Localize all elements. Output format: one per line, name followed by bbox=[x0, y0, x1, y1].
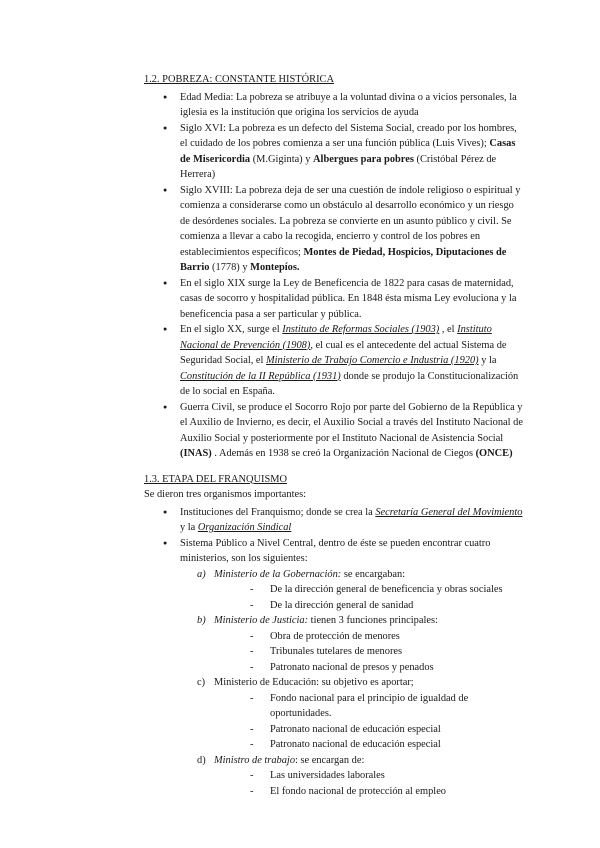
list-marker: b) bbox=[197, 615, 206, 626]
sub-item: - De la dirección general de beneficencia y obras sociales bbox=[270, 582, 526, 598]
ministry-item bbox=[197, 675, 526, 753]
list-marker: c) bbox=[197, 677, 206, 688]
item-text: Siglo XVI: La pobreza es un defecto del Sistema Social, creado por los hombres, el cuidado de los pobres comienza a ser una función pública (Luis Vives); bbox=[180, 122, 517, 149]
ministry-list bbox=[180, 567, 526, 800]
sub-item: - El fondo nacional de protección al empleo bbox=[270, 784, 526, 800]
sub-item: - Obra de protección de menores bbox=[270, 629, 526, 645]
item-text: En el siglo XX, surge el bbox=[180, 324, 283, 335]
list-item bbox=[180, 90, 526, 121]
bold-term: Albergues para pobres bbox=[313, 153, 414, 165]
sub-item: - De la dirección general de sanidad bbox=[270, 598, 526, 614]
sub-list bbox=[214, 691, 526, 753]
list-marker: d) bbox=[197, 754, 206, 766]
item-text: , el cual es el antecedente del actual Sistema de Seguridad Social, el bbox=[180, 339, 507, 366]
section-heading-franquismo: 1.3. ETAPA DEL FRANQUISMO bbox=[144, 473, 288, 485]
sub-list bbox=[214, 629, 526, 676]
sub-list bbox=[214, 582, 526, 613]
item-text: Edad Media: La pobreza se atribuye a la voluntad divina o a vicios personales, la iglesia es la institución que origina los servicios de ayuda bbox=[180, 91, 517, 118]
item-text: Instituciones del Franquismo; donde se crea la bbox=[180, 506, 376, 518]
section-heading-pobreza: 1.2. POBREZA: CONSTANTE HISTÓRICA bbox=[144, 74, 334, 85]
item-text: (M.Giginta) y bbox=[250, 153, 314, 165]
sub-item: - Tribunales tutelares de menores bbox=[270, 644, 526, 660]
ministry-desc: tienen 3 funciones principales: bbox=[308, 615, 438, 626]
sub-item: - Patronato nacional de presos y penados bbox=[270, 660, 526, 676]
item-text: Sistema Público a Nivel Central, dentro de éste se pueden encontrar cuatro ministerios, son los siguientes: bbox=[180, 537, 491, 564]
item-text: Siglo XVIII: La pobreza deja de ser una cuestión de índole religioso o espiritual y comienza a considerarse como un obstáculo al desarrollo económico y un riesgo de desórdenes sociales. La pobreza se convierte en un asunto público y civil. Se comienza a llevar a cabo la recogida, encierro y control de los pobres en establecimientos específicos; bbox=[180, 184, 521, 258]
underlined-term: Constitución de la II República (1931) bbox=[180, 370, 341, 382]
pobreza-list bbox=[144, 90, 526, 462]
item-text: . Además en 1938 se creó la Organización Nacional de Ciegos bbox=[211, 448, 476, 459]
ministry-desc: : se encargan de: bbox=[295, 754, 365, 766]
item-text: donde se produjo la Constitucionalización de lo social en España. bbox=[180, 370, 519, 397]
ministry-item bbox=[197, 613, 526, 675]
item-text: , el bbox=[439, 324, 458, 335]
list-item bbox=[180, 121, 526, 183]
sub-item: - Patronato nacional de educación especial bbox=[270, 722, 526, 738]
list-item bbox=[180, 400, 526, 462]
sub-list bbox=[214, 768, 526, 799]
sub-item: - Las universidades laborales bbox=[270, 768, 526, 784]
item-text: En el siglo XIX surge la Ley de Beneficencia de 1822 para casas de maternidad, casas de socorro y hospitalidad pública. En 1848 ésta misma Ley evoluciona y la beneficencia pasa a ser particular y pública. bbox=[180, 277, 517, 320]
bold-term: (ONCE) bbox=[475, 448, 513, 459]
sub-item: - Fondo nacional para el principio de igualdad de oportunidades. bbox=[270, 691, 526, 722]
item-text: y la bbox=[478, 355, 497, 366]
item-text: (Cristóbal Pérez de Herrera) bbox=[180, 153, 497, 180]
list-item bbox=[180, 183, 526, 276]
list-item bbox=[180, 322, 526, 400]
section-intro: Se dieron tres organismos importantes: bbox=[144, 489, 306, 500]
ministry-item bbox=[197, 567, 526, 614]
ministry-desc: se encargaban: bbox=[341, 568, 406, 580]
list-item bbox=[180, 536, 526, 800]
item-text: Guerra Civil, se produce el Socorro Rojo por parte del Gobierno de la República y el Auxilio de Invierno, es decir, el Auxilio Social a través del Instituto Nacional de Auxilio Social y posteriormente por el Instituto Nacional de Asistencia Social bbox=[180, 401, 523, 444]
list-marker: a) bbox=[197, 568, 206, 580]
list-item bbox=[180, 276, 526, 323]
bold-term: Montepíos. bbox=[250, 262, 300, 273]
underlined-term: Instituto de Reformas Sociales (1903) bbox=[282, 324, 440, 335]
bold-term: Montes de Piedad, Hospicios, Diputaciones de Barrio bbox=[180, 246, 507, 273]
franquismo-list bbox=[144, 505, 526, 800]
underlined-term: Ministerio de Trabajo Comercio e Industria (1920) bbox=[266, 355, 479, 366]
item-text: (1778) y bbox=[209, 262, 251, 273]
underlined-term: Instituto Nacional de Prevención (1908) bbox=[180, 324, 492, 351]
ministry-desc: : su objetivo es aportar; bbox=[316, 677, 414, 688]
bold-term: Casas de Misericordia bbox=[180, 138, 516, 165]
list-item bbox=[180, 505, 526, 536]
underlined-term: Organización Sindical bbox=[197, 522, 292, 533]
underlined-term: Secretaría General del Movimiento bbox=[375, 506, 523, 518]
ministry-name: Ministro de trabajo bbox=[214, 754, 296, 766]
bold-term: (INAS) bbox=[180, 448, 212, 459]
sub-item: - Patronato nacional de educación especial bbox=[270, 737, 526, 753]
item-text: y la bbox=[180, 522, 198, 533]
ministry-name: Ministerio de Justicia: bbox=[214, 615, 309, 626]
ministry-name: Ministerio de Educación bbox=[214, 677, 317, 688]
ministry-item bbox=[197, 753, 526, 800]
ministry-name: Ministerio de la Gobernación: bbox=[214, 568, 342, 580]
